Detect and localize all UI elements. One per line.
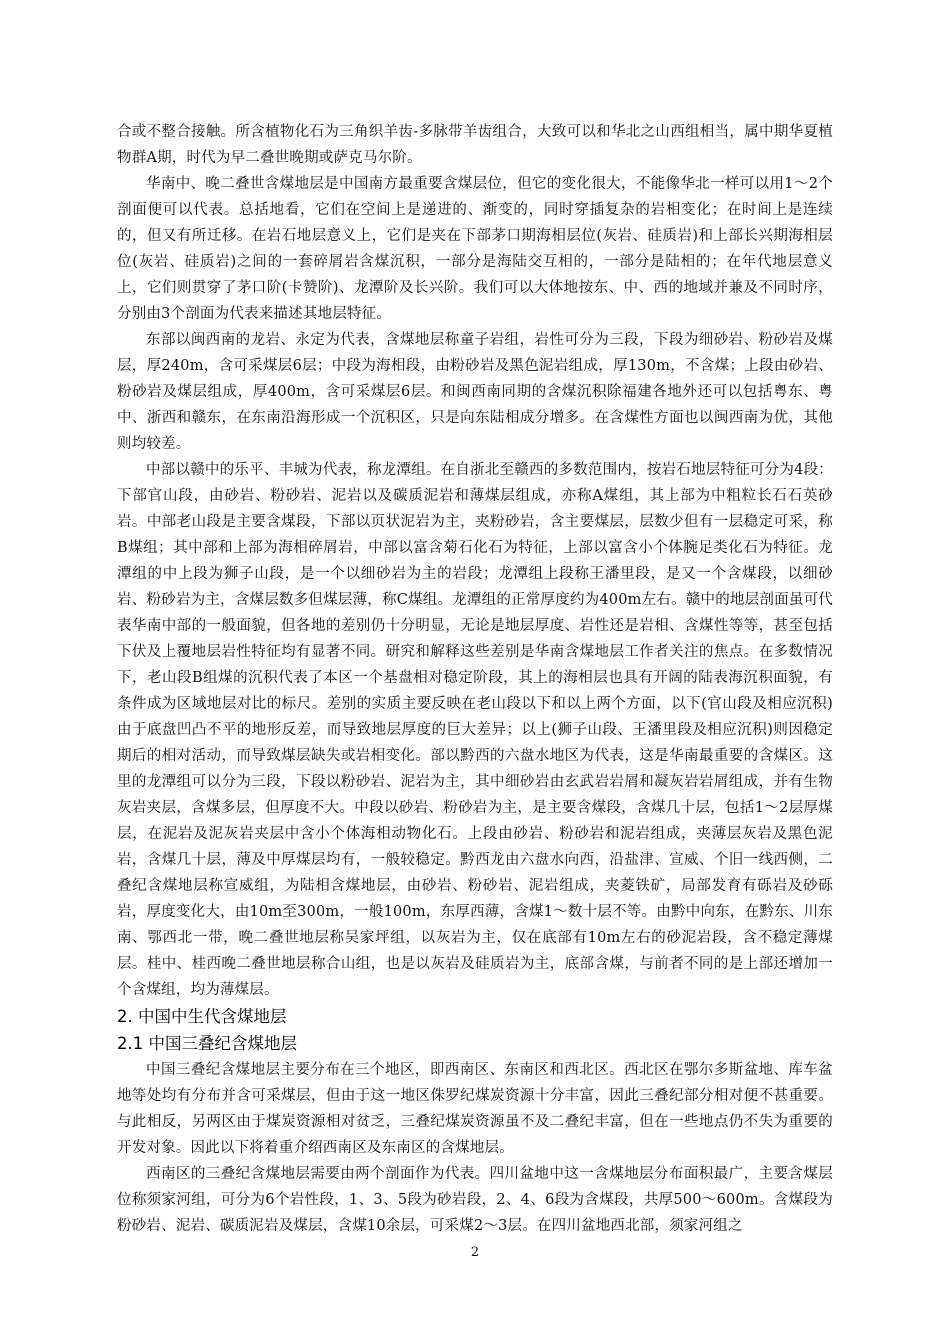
subsection-heading: 2.1 中国三叠纪含煤地层 <box>117 1034 297 1053</box>
document-body <box>117 119 833 1239</box>
paragraph-eastern-section: 东部以闽西南的龙岩、永定为代表，含煤地层称童子岩组，岩性可分为三段，下段为细砂岩、粉砂岩及煤层，厚240m，含可采煤层6层；中段为海相段，由粉砂岩及黑色泥岩组成，厚130m，不含煤；上段由砂岩、粉砂岩及煤层组成，厚400m，含可采煤层6层。和闽西南同期的含煤沉积除福建各地外还可以包括粤东、粤中、浙西和赣东，在东南沿海形成一个沉积区，只是向东陆相成分增多。在含煤性方面也以闽西南为优，其他则均较差。 <box>117 332 833 452</box>
section-heading: 2. 中国中生代含煤地层 <box>117 1007 287 1026</box>
paragraph-central-section: 中部以赣中的乐平、丰城为代表，称龙潭组。在自浙北至赣西的多数范围内，按岩石地层特征可分为4段：下部官山段，由砂岩、粉砂岩、泥岩以及碳质泥岩和薄煤层组成，亦称A煤组，其上部为中粗粒长石石英砂岩。中部老山段是主要含煤段，下部以页状泥岩为主，夹粉砂岩，含主要煤层，层数少但有一层稳定可采，称B煤组；其中部和上部为海相碎屑岩，中部以富含菊石化石为特征，上部以富含小个体腕足类化石为特征。龙潭组的中上段为狮子山段，是一个以细砂岩为主的岩段；龙潭组上段称王潘里段，是又一个含煤段，以细砂岩、粉砂岩为主，含煤层数多但煤层薄，称C煤组。龙潭组的正常厚度约为400m左右。赣中的地层剖面虽可代表华南中部的一般面貌，但各地的差别仍十分明显，无论是地层厚度、岩性还是岩相、含煤性等等，甚至包括下伏及上覆地层岩性特征均有显著不同。研究和解释这些差别是华南含煤地层工作者关注的焦点。在多数情况下，老山段B组煤的沉积代表了本区一个基盘相对稳定阶段，其上的海相层也具有开阔的陆表海沉积面貌，有条件成为区域地层对比的标尺。差别的实质主要反映在老山段以下和以上两个方面，以下(官山段及相应沉积)由于底盘凹凸不平的地形反差，而导致地层厚度的巨大差异；以上(狮子山段、王潘里段及相应沉积)则因稳定期后的相对活动，而导致煤层缺失或岩相变化。部以黔西的六盘水地区为代表，这是华南最重要的含煤区。这里的龙潭组可以分为三段，下段以粉砂岩、泥岩为主，其中细砂岩由玄武岩岩屑和凝灰岩岩屑组成，并有生物灰岩夹层，含煤多层，但厚度不大。中段以砂岩、粉砂岩为主，是主要含煤段，含煤几十层，包括1～2层厚煤层，在泥岩及泥灰岩夹层中含小个体海相动物化石。上段由砂岩、粉砂岩和泥岩组成，夹薄层灰岩及黑色泥岩，含煤几十层，薄及中厚煤层均有，一般较稳定。黔西龙由六盘水向西，沿盐津、宣威、个旧一线西侧，二叠纪含煤地层称宣威组，为陆相含煤地层，由砂岩、粉砂岩、泥岩组成，夹菱铁矿，局部发育有砾岩及砂砾岩，厚度变化大，由10m至300m，一般100m，东厚西薄，含煤1～数十层不等。由黔中向东，在黔东、川东南、鄂西北一带，晚二叠世地层称吴家坪组，以灰岩为主，仅在底部有10m左右的砂泥岩段，含不稳定薄煤层。桂中、桂西晚二叠世地层称合山组，也是以灰岩及硅质岩为主，底部含煤，与前者不同的是上部还增加一个含煤组，均为薄煤层。 <box>117 462 833 998</box>
paragraph-southwest-region: 西南区的三叠纪含煤地层需要由两个剖面作为代表。四川盆地中这一含煤地层分布面积最广，主要含煤层位称须家河组，可分为6个岩性段，1、3、5段为砂岩段，2、4、6段为含煤段，共厚500～600m。含煤段为粉砂岩、泥岩、碳质泥岩及煤层，含煤10余层，可采煤2～3层。在四川盆地西北部，须家河组之 <box>117 1166 833 1234</box>
page-number: 2 <box>470 1245 480 1260</box>
paragraph-south-china-overview: 华南中、晚二叠世含煤地层是中国南方最重要含煤层位，但它的变化很大，不能像华北一样可以用1～2个剖面便可以代表。总括地看，它们在空间上是递进的、渐变的，同时穿插复杂的岩相变化；在时间上是连续的，但又有所迁移。在岩石地层意义上，它们是夹在下部茅口期海相层位(灰岩、硅质岩)和上部长兴期海相层位(灰岩、硅质岩)之间的一套碎屑岩含煤沉积，一部分是海陆交互相的，一部分是陆相的；在年代地层意义上，它们则贯穿了茅口阶(卡赞阶)、龙潭阶及长兴阶。我们可以大体地按东、中、西的地域并兼及不同时序，分别由3个剖面为代表来描述其地层特征。 <box>117 176 833 322</box>
paragraph-continuation: 合或不整合接触。所含植物化石为三角织羊齿-多脉带羊齿组合，大致可以和华北之山西组相当，属中期华夏植物群A期，时代为早二叠世晚期或萨克马尔阶。 <box>117 124 833 166</box>
paragraph-triassic-overview: 中国三叠纪含煤地层主要分布在三个地区，即西南区、东南区和西北区。西北区在鄂尔多斯盆地、库车盆地等处均有分布并含可采煤层，但由于这一地区侏罗纪煤炭资源十分丰富，因此三叠纪部分相对便不甚重要。与此相反，另两区由于煤炭资源相对贫乏，三叠纪煤炭资源虽不及二叠纪丰富，但在一些地点仍不失为重要的开发对象。因此以下将着重介绍西南区及东南区的含煤地层。 <box>117 1062 833 1156</box>
